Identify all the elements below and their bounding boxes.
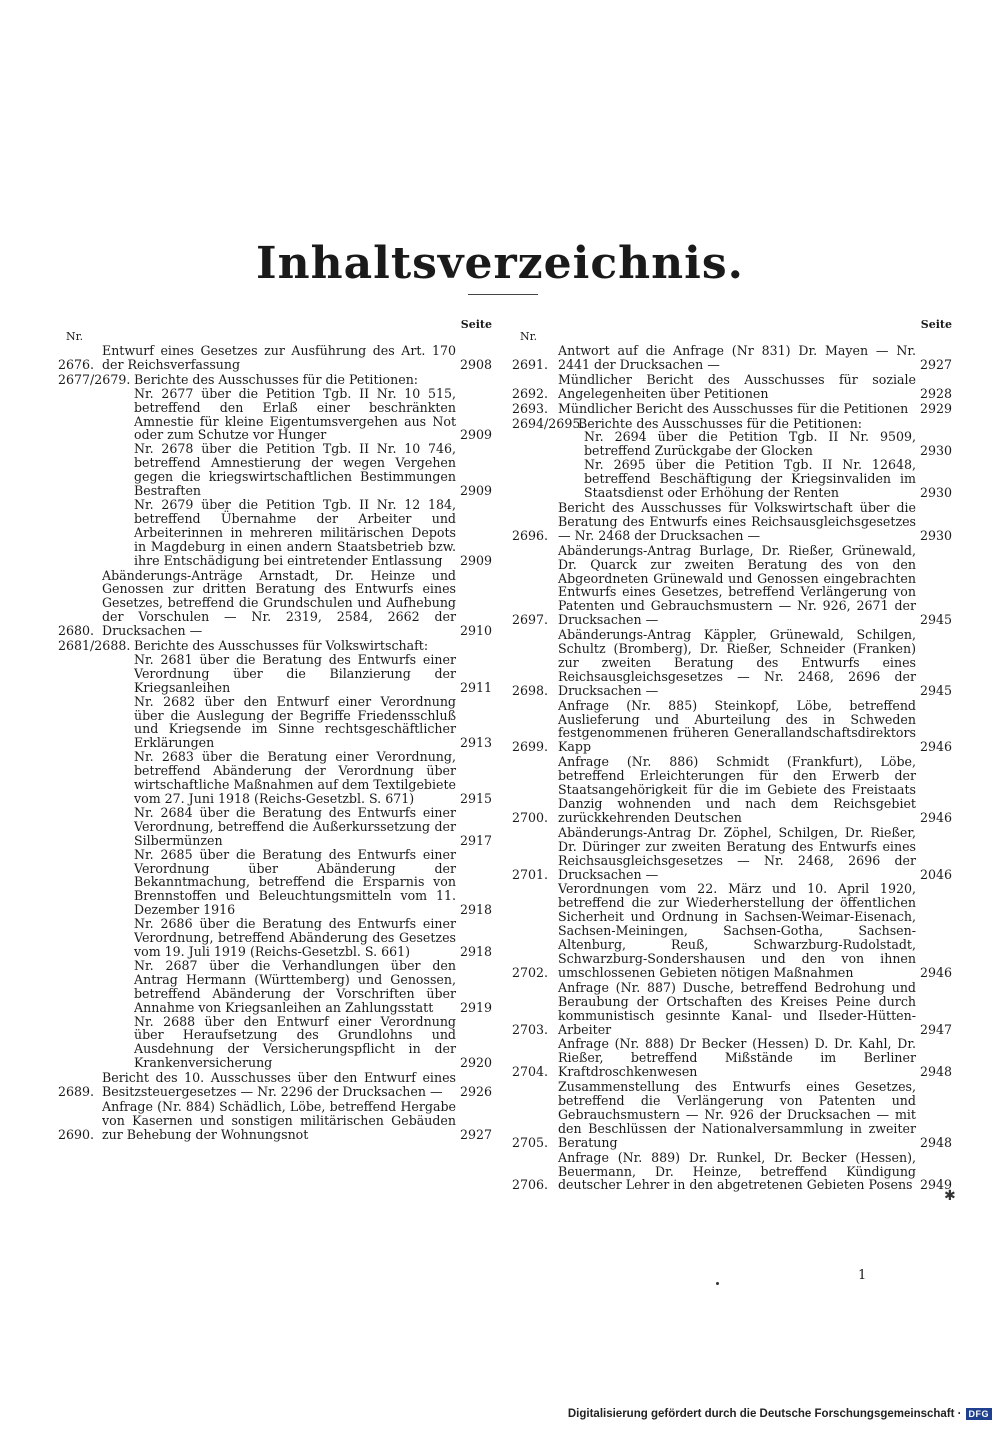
entry-page: 2948 [919,1064,952,1080]
entry-title: Mündlicher Bericht des Ausschusses für die Petitionen [558,400,909,416]
entry-number: 2696. [512,527,549,543]
entry-number: 2705. [512,1134,549,1150]
entry-page: 2926 [459,1084,492,1100]
entry-title: Abänderungs-Antrag Käppler, Grünewald, Schilgen, Schultz (Bromberg), Dr. Rießer, Schneider (Franken) zur zweiten Beratung des Entwurfs eines Reichsausgleichsgesetzes — Nr. 2468, 2696 der Drucksachen — [558,627,916,698]
dfg-logo: DFG [966,1408,993,1420]
subentry-page: 2913 [459,735,492,751]
toc-entry-row [512,402,952,416]
toc-subentry [134,695,492,751]
toc-entry-row [512,882,952,979]
toc-entry-row [512,417,952,431]
toc-entry-row [58,1100,492,1142]
entry-number: 2701. [512,866,549,882]
subentry-title: Nr. 2687 über die Verhandlungen über den Antrag Hermann (Württemberg) und Genossen, betreffend Abänderung der Vorschriften über Annahme von Kriegsanleihen an Zahlungsstatt [134,957,456,1015]
toc-entry [512,501,952,543]
subentry-page: 2911 [459,679,492,695]
toc-entries-left [58,344,492,1142]
handwritten-mark: ✱ [944,1188,956,1204]
entry-title: Anfrage (Nr. 886) Schmidt (Frankfurt), Löbe, betreffend Erleichterungen für den Erwerb der Staatsangehörigkeit für die im Gebiete des Freistaats Danzig wohnenden und nach dem Reichsgebiet zurückkehrenden Deutschen [558,754,916,825]
column-header-right [512,318,952,344]
subentry-page: 2915 [459,791,492,806]
toc-entry [512,882,952,979]
subentry-title: Nr. 2679 über die Petition Tgb. II Nr. 12 184, betreffend Übernahme der Arbeiter und Arbeiterinnen in mehreren militärischen Depots in Magdeburg in einen andern Staatsbetrieb bzw. ihre Entschädigung bei eintretender Entlassung [134,496,456,568]
entry-page: 2908 [459,356,492,372]
subentry-page: 2918 [459,943,492,959]
toc-entry-row [512,373,952,401]
toc-subentry [134,848,492,918]
toc-entry [512,628,952,698]
toc-entry [512,826,952,882]
subentry-page: 2919 [459,999,492,1015]
toc-entry-row [512,826,952,882]
column-header-seite: Seite [920,318,952,331]
toc-subentry [134,750,492,806]
entry-title: Abänderungs-Antrag Dr. Zöphel, Schilgen, Dr. Rießer, Dr. Düringer zur zweiten Beratung des Entwurfs eines Reichsausgleichsgesetzes — Nr. 2468, 2696 der Drucksachen — [558,824,916,882]
entry-title: Anfrage (Nr. 885) Steinkopf, Löbe, betreffend Auslieferung und Aburteilung des in Schweden festgenommenen früheren Generallandschaftsdirektors Kapp [558,697,916,755]
toc-subentry [134,917,492,959]
toc-subentry [134,806,492,848]
footer-text: Digitalisierung gefördert durch die Deutsche Forschungsgemeinschaft · [567,1408,962,1420]
subentry-title: Nr. 2677 über die Petition Tgb. II Nr. 10 515, betreffend den Erlaß einer beschränkten Amnestie für kleine Eigentumsvergehen aus Not oder zum Schutze vor Hunger [134,385,456,443]
toc-entry [512,981,952,1037]
subentry-title: Nr. 2695 über die Petition Tgb. II Nr. 12648, betreffend Beschäftigung der Kriegsinvaliden im Staatsdienst oder Erhöhung der Renten [584,457,916,501]
subentry-title: Nr. 2688 über den Entwurf einer Verordnung über Heraufsetzung des Grundlohns und Ausdehnung der Versicherungspflicht in der Krankenversicherung [134,1013,456,1071]
entry-number: 2677/2679. [58,371,131,387]
toc-entry-row [58,344,492,372]
entry-number: 2697. [512,612,549,628]
subentry-title: Nr. 2686 über die Beratung des Entwurfs einer Verordnung, betreffend Abänderung des Gesetzes vom 19. Juli 1919 (Reichs-Gesetzbl. S. 661) [134,916,456,959]
entry-title: Verordnungen vom 22. März und 10. April 1920, betreffend die zur Wiederherstellung der öffentlichen Sicherheit und Ordnung in Sachsen-Weimar-Eisenach, Sachsen-Meiningen, Sachsen-Gotha, Sachsen-Altenburg, Reuß, Schwarzburg-Rudolstadt, Schwarzburg-Sondershausen und den von ihnen umschlossenen Gebieten nötigen Maßnahmen [558,881,916,980]
entry-number: 2704. [512,1064,549,1080]
toc-subentry [584,430,952,458]
subentry-title: Nr. 2685 über die Beratung des Entwurfs einer Verordnung über Abänderung der Bekanntmachung, betreffend die Ersparnis von Brennstoffen und Beleuchtungsmitteln vom 11. Dezember 1916 [134,846,456,918]
toc-entry [58,569,492,639]
subentry-page: 2909 [459,483,492,499]
subentry-page: 2909 [459,552,492,568]
subentry-page: 2918 [459,902,492,918]
entry-page: 2046 [919,866,952,882]
entry-title: Anfrage (Nr. 889) Dr. Runkel, Dr. Becker (Hessen), Beuermann, Dr. Heinze, betreffend Kündigung deutscher Lehrer in den abgetretenen Gebieten Posens [558,1149,916,1193]
toc-entry-row [512,628,952,698]
toc-entry [512,1080,952,1150]
entry-number: 2692. [512,385,549,401]
subentry-page: 2909 [459,427,492,443]
entry-title: Berichte des Ausschusses für die Petitionen: [578,415,863,431]
entry-number: 2691. [512,356,549,372]
entry-number: 2693. [512,400,549,416]
entry-title: Anfrage (Nr. 887) Dusche, betreffend Bedrohung und Beraubung der Ortschaften des Kreises Peine durch kommunistisch gesinnte Kanal- und Ilseder-Hütten-Arbeiter [558,979,916,1037]
toc-entry [58,344,492,372]
subentry-title: Nr. 2681 über die Beratung des Entwurfs einer Verordnung über die Bilanzierung der Kriegsanleihen [134,651,456,695]
entry-title: Anfrage (Nr. 888) Dr Becker (Hessen) D. Dr. Kahl, Dr. Rießer, betreffend Mißstände im Berliner Kraftdroschkenwesen [558,1036,916,1080]
toc-entries-right [512,344,952,1192]
subentry-page: 2920 [459,1055,492,1071]
entry-title: Berichte des Ausschusses für die Petitionen: [134,371,419,387]
subentry-title: Nr. 2694 über die Petition Tgb. II Nr. 9509, betreffend Zurückgabe der Glocken [584,429,916,459]
entry-number: 2689. [58,1084,95,1100]
toc-entry-row [512,1037,952,1079]
entry-number: 2706. [512,1177,549,1193]
entry-page: 2946 [919,964,952,980]
entry-title: Antwort auf die Anfrage (Nr 831) Dr. Mayen — Nr. 2441 der Drucksachen — [558,343,916,372]
toc-entry [512,402,952,416]
toc-entry-row [58,373,492,387]
toc-entry [512,417,952,500]
toc-entry [512,373,952,401]
entry-page: 2927 [459,1126,492,1142]
entry-page: 2929 [919,400,952,416]
entry-number: 2694/2695. [512,415,585,431]
subentry-page: 2930 [919,485,952,501]
column-header-nr: Nr. [520,330,538,343]
toc-entry [512,699,952,755]
toc-entry [512,544,952,627]
toc-column-left [58,318,492,1143]
entry-page: 2927 [919,356,952,372]
column-header-nr: Nr. [66,330,84,343]
entry-number: 2699. [512,739,549,755]
entry-page: 2945 [919,682,952,698]
entry-title: Bericht des 10. Ausschusses über den Entwurf eines Besitzsteuergesetzes — Nr. 2296 der Drucksachen — [102,1070,456,1100]
page-title: Inhaltsverzeichnis. [256,238,744,289]
ink-dot [716,1282,719,1285]
toc-subentry [134,442,492,498]
subentry-title: Nr. 2683 über die Beratung einer Verordnung, betreffend Abänderung der Verordnung über wirtschaftliche Maßnahmen auf dem Textilgebiete vom 27. Juni 1918 (Reichs-Gesetzbl. S. 671) [134,749,456,806]
subentry-page: 2917 [459,832,492,848]
entry-title: Berichte des Ausschusses für Volkswirtschaft: [134,638,429,654]
toc-entry [512,1151,952,1193]
toc-entry-row [58,569,492,639]
entry-title: Abänderungs-Anträge Arnstadt, Dr. Heinze und Genossen zur dritten Beratung des Entwurfs eines Gesetzes, betreffend die Grundschulen und Aufhebung der Vorschulen — Nr. 2319, 2584, 2662 der Drucksachen — [102,567,456,639]
entry-number: 2698. [512,682,549,698]
entry-title: Abänderungs-Antrag Burlage, Dr. Rießer, Grünewald, Dr. Quarck zur zweiten Beratung des von den Abgeordneten Grünewald und Genossen eingebrachten Entwurfs eines Gesetzes, betreffend Verlängerung von Patenten und Gebrauchsmustern — Nr. 926, 2671 der Drucksachen — [558,542,916,628]
entry-number: 2690. [58,1126,95,1142]
toc-entry [512,755,952,825]
toc-entry-row [512,981,952,1037]
entry-title: Anfrage (Nr. 884) Schädlich, Löbe, betreffend Hergabe von Kasernen und sonstigen militärischen Gebäuden zur Behebung der Wohnungsnot [102,1098,456,1142]
toc-entry [512,344,952,372]
entry-title: Mündlicher Bericht des Ausschusses für soziale Angelegenheiten über Petitionen [558,371,916,401]
entry-page: 2928 [919,385,952,401]
toc-subentry [134,653,492,695]
toc-entry-row [512,1151,952,1193]
toc-entry [58,1100,492,1142]
entry-page: 2947 [919,1021,952,1037]
column-header-left [58,318,492,344]
entry-number: 2702. [512,964,549,980]
entry-page: 2910 [459,623,492,639]
entry-number: 2681/2688. [58,638,131,654]
toc-entry-row [512,755,952,825]
toc-entry-row [512,501,952,543]
subentry-page: 2930 [919,443,952,459]
footer [568,1408,992,1420]
toc-entry [58,373,492,568]
toc-entry-row [512,1080,952,1150]
toc-subentry [134,387,492,443]
toc-entry [58,1071,492,1099]
entry-title: Bericht des Ausschusses für Volkswirtschaft über die Beratung des Entwurfs eines Reichsausgleichsgesetzes — Nr. 2468 der Drucksachen — [558,499,916,543]
toc-column-right [512,318,952,1193]
entry-page: 2945 [919,612,952,628]
toc-entry-row [512,344,952,372]
toc-entry [58,639,492,1070]
toc-subentry [134,498,492,568]
toc-entry-row [58,1071,492,1099]
subentry-title: Nr. 2678 über die Petition Tgb. II Nr. 10 746, betreffend Amnestierung der wegen Vergehen gegen die kriegswirtschaftlichen Bestimmungen Bestraften [134,441,456,499]
entry-page: 2946 [919,739,952,755]
toc-entry-row [58,639,492,653]
entry-title: Zusammenstellung des Entwurfs eines Gesetzes, betreffend die Verlängerung von Patenten und Gebrauchsmustern — Nr. 926 der Drucksachen — mit den Beschlüssen der Nationalversammlung in zweiter Beratung [558,1079,916,1150]
entry-title: Entwurf eines Gesetzes zur Ausführung des Art. 170 der Reichsverfassung [102,343,456,372]
toc-subentry [584,458,952,500]
entry-page: 2930 [919,527,952,543]
entry-page: 2949 [919,1177,952,1193]
entry-number: 2680. [58,623,95,639]
toc-entry-row [512,544,952,627]
title-rule [468,294,538,295]
page-number: 1 [858,1268,867,1283]
toc-subentry [134,1015,492,1071]
subentry-title: Nr. 2684 über die Beratung des Entwurfs einer Verordnung, betreffend die Außerkurssetzung der Silbermünzen [134,804,456,848]
column-header-seite: Seite [460,318,492,331]
entry-page: 2946 [919,809,952,825]
entry-page: 2948 [919,1134,952,1150]
entry-number: 2703. [512,1021,549,1037]
toc-subentry [134,959,492,1015]
entry-number: 2700. [512,809,549,825]
entry-number: 2676. [58,356,95,372]
toc-entry [512,1037,952,1079]
subentry-title: Nr. 2682 über den Entwurf einer Verordnung über die Auslegung der Begriffe Friedensschluß und Kriegsende im Sinne rechtsgeschäftlicher Erklärungen [134,693,456,751]
toc-entry-row [512,699,952,755]
